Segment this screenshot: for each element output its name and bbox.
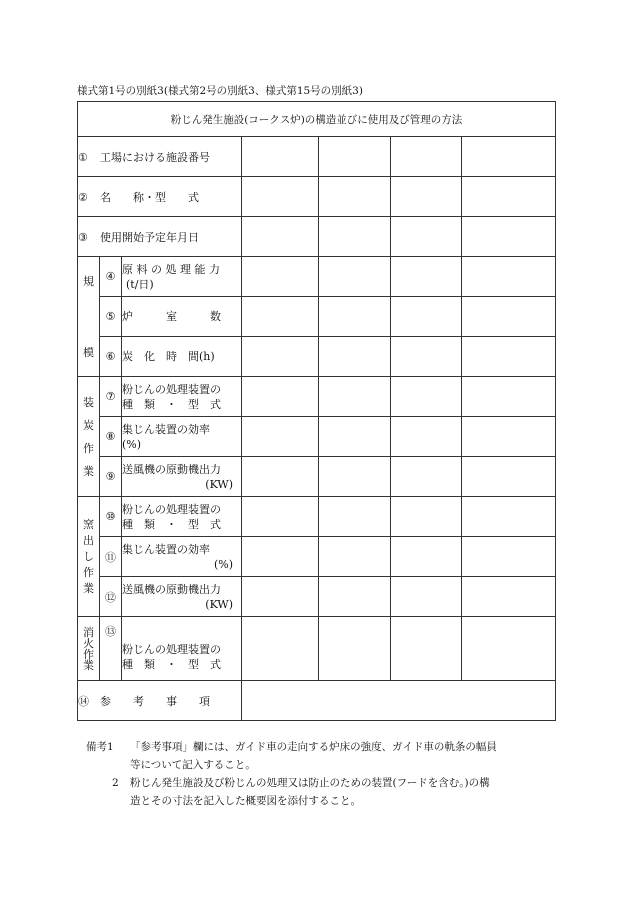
title-row: [78, 102, 556, 137]
note-1-line-1: 「参考事項」欄には、ガイド車の走向する炉床の強度、ガイド車の軌条の幅員: [130, 741, 497, 753]
row-number: ⑫: [100, 577, 122, 617]
item-label: 炭 化 時 間(h): [122, 337, 242, 377]
item-unit: (t/日): [126, 277, 154, 291]
remarks: [86, 738, 566, 810]
input-cell[interactable]: [391, 377, 462, 417]
row-number: ⑬: [100, 617, 122, 681]
input-cell[interactable]: [319, 417, 391, 457]
input-cell[interactable]: [462, 337, 556, 377]
row-furnace-count: [78, 297, 556, 337]
input-cell[interactable]: [391, 217, 462, 257]
row-label: 参 考 事 項: [100, 694, 210, 708]
row-number: ③: [78, 230, 88, 244]
item-label-2: 種 類 ・ 型 式: [122, 397, 221, 411]
input-cell[interactable]: [391, 177, 462, 217]
row-number: ⑪: [100, 537, 122, 577]
input-cell[interactable]: [242, 617, 319, 681]
item-unit: (KW): [205, 477, 233, 491]
input-cell[interactable]: [462, 497, 556, 537]
group-char: 業: [83, 582, 94, 595]
group-char: 業: [83, 464, 94, 478]
group-char: 窯: [83, 518, 94, 531]
input-cell[interactable]: [242, 137, 319, 177]
input-cell[interactable]: [462, 217, 556, 257]
row-start-date: [78, 217, 556, 257]
row-pushing-blower: [78, 577, 556, 617]
group-char: 火: [83, 636, 94, 650]
group-char: 模: [83, 345, 94, 359]
row-number: ⑩: [100, 497, 122, 537]
input-cell[interactable]: [391, 497, 462, 537]
input-cell[interactable]: [391, 537, 462, 577]
row-label: 工場における施設番号: [100, 150, 210, 164]
row-pushing-dust-device: [78, 497, 556, 537]
row-number: ⑧: [100, 417, 122, 457]
row-raw-material-capacity: [78, 257, 556, 297]
input-cell[interactable]: [391, 297, 462, 337]
item-unit: (KW): [205, 597, 233, 611]
row-pushing-efficiency: [78, 537, 556, 577]
input-cell[interactable]: [319, 137, 391, 177]
input-cell[interactable]: [391, 577, 462, 617]
row-name-model: [78, 177, 556, 217]
input-cell[interactable]: [391, 137, 462, 177]
input-cell[interactable]: [462, 377, 556, 417]
group-char: 作: [83, 441, 94, 455]
group-char: 装: [83, 395, 94, 409]
row-number: ②: [78, 190, 88, 204]
input-cell[interactable]: [319, 377, 391, 417]
row-number: ④: [100, 257, 122, 297]
row-quenching-dust-device: [78, 617, 556, 681]
input-cell[interactable]: [242, 577, 319, 617]
input-cell[interactable]: [462, 257, 556, 297]
group-char: 消: [83, 625, 94, 639]
input-cell[interactable]: [462, 417, 556, 457]
note-2-line-1: 粉じん発生施設及び粉じんの処理又は防止のための装置(フードを含む。)の構: [130, 777, 490, 789]
facility-form-table: [77, 101, 556, 721]
input-cell[interactable]: [462, 137, 556, 177]
input-cell[interactable]: [319, 297, 391, 337]
item-label-2: 種 類 ・ 型 式: [122, 517, 221, 531]
row-number: ⑤: [100, 297, 122, 337]
row-label: 使用開始予定年月日: [100, 230, 199, 244]
form-title: 粉じん発生施設(コークス炉)の構造並びに使用及び管理の方法: [78, 102, 556, 137]
note-1-line-2: 等について記入すること。: [130, 759, 256, 771]
input-cell[interactable]: [319, 537, 391, 577]
group-char: 規: [83, 274, 94, 288]
row-number: ⑥: [100, 337, 122, 377]
item-label: 集じん装置の効率: [122, 422, 210, 436]
item-label: 粉じんの処理装置の: [122, 382, 221, 396]
row-charging-dust-device: [78, 377, 556, 417]
input-cell[interactable]: [391, 337, 462, 377]
item-label: 粉じんの処理装置の: [122, 502, 221, 516]
item-label: 原 料 の 処 理 能 力: [122, 262, 220, 276]
group-char: 作: [83, 566, 94, 579]
input-cell[interactable]: [242, 497, 319, 537]
input-cell[interactable]: [462, 177, 556, 217]
group-char: し: [83, 550, 94, 563]
row-label: 名 称・型 式: [100, 190, 199, 204]
note-2-line-2: 造とその寸法を記入した概要図を添付すること。: [130, 795, 361, 807]
row-reference-notes: [78, 681, 556, 721]
input-cell[interactable]: [242, 377, 319, 417]
input-cell[interactable]: [391, 417, 462, 457]
note-2: [86, 774, 566, 792]
group-label-quenching: [78, 617, 100, 681]
row-charging-blower: [78, 457, 556, 497]
row-charging-efficiency: [78, 417, 556, 457]
input-cell[interactable]: [391, 257, 462, 297]
item-unit: (%): [213, 557, 233, 571]
group-label-pushing: [78, 497, 100, 617]
input-cell[interactable]: [319, 497, 391, 537]
input-cell[interactable]: [462, 617, 556, 681]
input-cell[interactable]: [462, 457, 556, 497]
input-cell[interactable]: [462, 297, 556, 337]
input-cell[interactable]: [462, 577, 556, 617]
input-cell[interactable]: [242, 297, 319, 337]
input-cell[interactable]: [242, 537, 319, 577]
item-unit: (%): [122, 437, 142, 451]
input-cell[interactable]: [319, 457, 391, 497]
input-cell[interactable]: [319, 177, 391, 217]
item-label: 粉じんの処理装置の: [122, 643, 221, 656]
note-head: 備考1: [86, 741, 114, 753]
input-cell[interactable]: [319, 577, 391, 617]
note-2-number: 2: [112, 777, 119, 789]
input-cell[interactable]: [242, 217, 319, 257]
row-number: ⑨: [100, 457, 122, 497]
row-carbonization-time: [78, 337, 556, 377]
form-reference: 様式第1号の別紙3(様式第2号の別紙3、様式第15号の別紙3): [77, 85, 363, 97]
group-label-scale: [78, 257, 100, 377]
input-cell[interactable]: [462, 537, 556, 577]
row-number: ⑭: [78, 694, 89, 708]
group-char: 業: [83, 658, 94, 672]
group-char: 炭: [83, 418, 94, 432]
group-char: 出: [83, 534, 94, 547]
input-cell[interactable]: [391, 457, 462, 497]
item-label: 送風機の原動機出力: [122, 462, 221, 476]
input-cell[interactable]: [242, 457, 319, 497]
input-cell[interactable]: [242, 417, 319, 457]
row-number: ⑦: [100, 377, 122, 417]
item-label: 集じん装置の効率: [122, 542, 210, 556]
row-number: ①: [78, 150, 88, 164]
note-1: [86, 738, 566, 756]
row-facility-number: [78, 137, 556, 177]
item-label-2: 種 類 ・ 型 式: [122, 658, 221, 671]
item-label: 送風機の原動機出力: [122, 582, 221, 596]
input-cell[interactable]: [391, 617, 462, 681]
input-cell[interactable]: [242, 337, 319, 377]
input-cell[interactable]: [319, 217, 391, 257]
input-cell[interactable]: [319, 617, 391, 681]
group-char: 作: [83, 647, 94, 661]
item-label: 炉 室 数: [122, 297, 242, 337]
reference-input-cell[interactable]: [242, 681, 556, 721]
group-label-charging: [78, 377, 100, 497]
input-cell[interactable]: [242, 257, 319, 297]
input-cell[interactable]: [242, 177, 319, 217]
input-cell[interactable]: [319, 257, 391, 297]
input-cell[interactable]: [319, 337, 391, 377]
